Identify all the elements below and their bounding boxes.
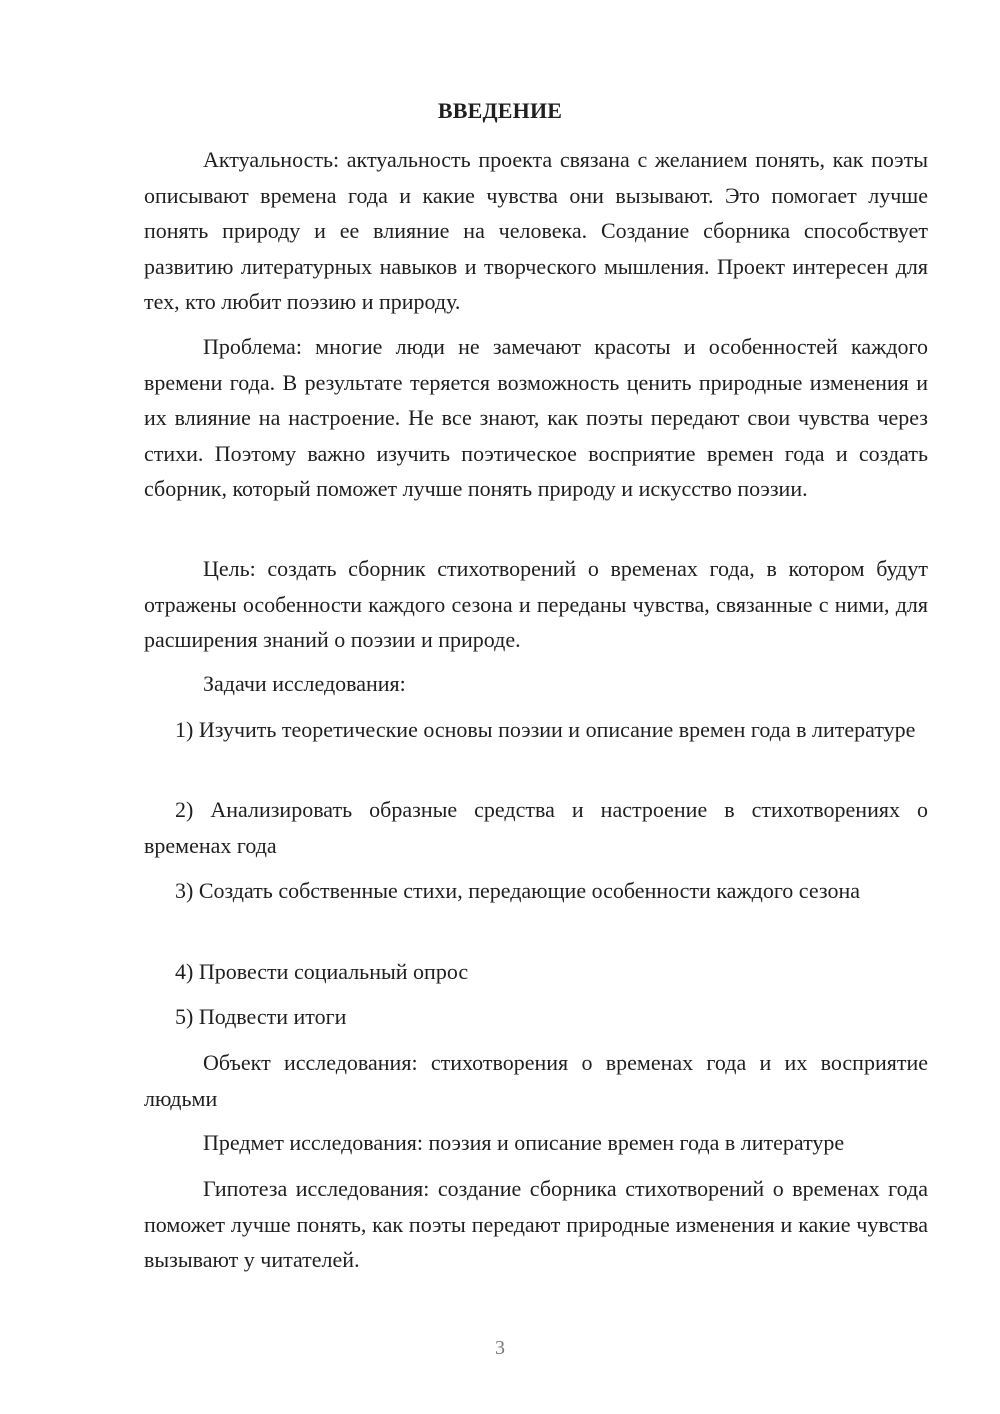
task-item-1: 1) Изучить теоретические основы поэзии и описание времен года в литературе — [175, 717, 916, 742]
section-title: ВВЕДЕНИЕ — [437, 98, 563, 123]
paragraph-hypothesis: Гипотеза исследования: создание сборника стихотворений о временах года поможет лучше понять, как поэты передают природные изменения и какие чувства вызывают у читателей. — [144, 1176, 928, 1272]
task-item-3: 3) Создать собственные стихи, передающие особенности каждого сезона — [175, 878, 860, 903]
paragraph-object: Объект исследования: стихотворения о временах года и их восприятие людьми — [144, 1050, 928, 1111]
task-item-4: 4) Провести социальный опрос — [175, 959, 469, 984]
paragraph-problem: Проблема: многие люди не замечают красоты и особенностей каждого времени года. В результате теряется возможность ценить природные изменения и их влияние на настроение. Не все знают, как поэты передают свои чувства через стихи. Поэтому важно изучить поэтическое восприятие времен года и создать сборник, который поможет лучше понять природу и искусство поэзии. — [144, 334, 928, 501]
task-item-5: 5) Подвести итоги — [175, 1004, 347, 1029]
task-item-2: 2) Анализировать образные средства и настроение в стихотворениях о временах года — [144, 797, 928, 858]
paragraph-subject: Предмет исследования: поэзия и описание времен года в литературе — [203, 1130, 845, 1155]
page-number: 3 — [495, 1337, 505, 1359]
tasks-heading: Задачи исследования: — [203, 671, 406, 696]
paragraph-relevance: Актуальность: актуальность проекта связана с желанием понять, как поэты описывают времена года и какие чувства они вызывают. Это помогает лучше понять природу и ее влияние на человека. Создание сборника способствует развитию литературных навыков и творческого мышления. Проект интересен для тех, кто любит поэзию и природу. — [144, 147, 928, 314]
paragraph-goal: Цель: создать сборник стихотворений о временах года, в котором будут отражены особенности каждого сезона и переданы чувства, связанные с ними, для расширения знаний о поэзии и природе. — [144, 556, 928, 652]
